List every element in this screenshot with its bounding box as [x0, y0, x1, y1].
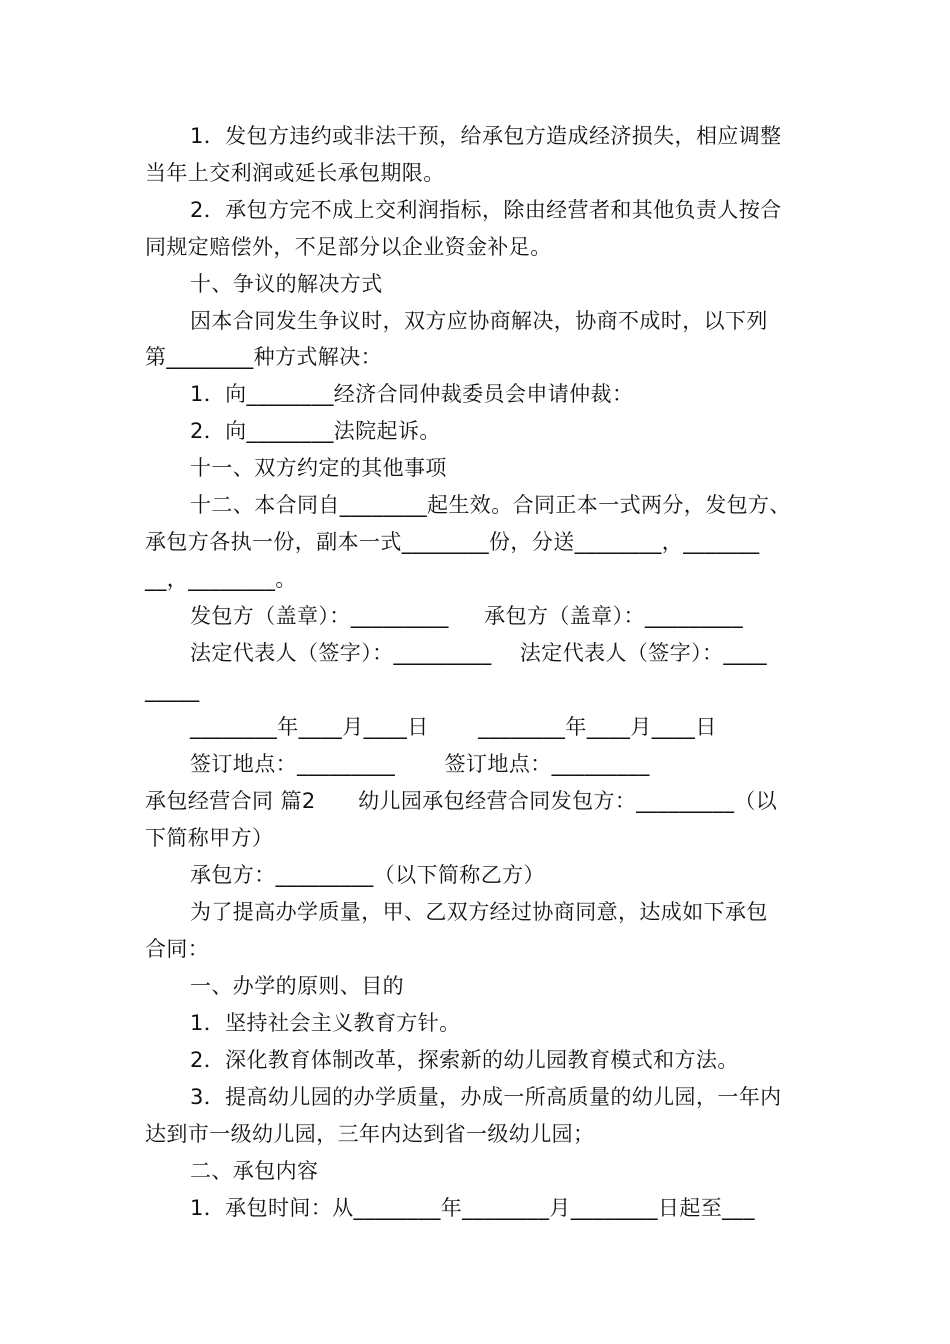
- location-line: 签订地点：_________ 签订地点：_________: [190, 752, 650, 776]
- section-heading: 二、承包内容: [190, 1159, 319, 1183]
- text-line: 2．承包方完不成上交利润指标，除由经营者和其他负责人按合: [190, 198, 782, 222]
- section-heading: 一、办学的原则、目的: [190, 974, 404, 998]
- text-line: 十二、本合同自________起生效。合同正本一式两分，发包方、: [190, 493, 791, 517]
- text-line: 3．提高幼儿园的办学质量，办成一所高质量的幼儿园，一年内: [190, 1085, 782, 1109]
- text-line: 1．发包方违约或非法干预，给承包方造成经济损失，相应调整: [190, 124, 782, 148]
- text-line: 1．承包时间：从________年________月________日起至___: [190, 1196, 755, 1220]
- text-line: 合同：: [145, 937, 210, 961]
- signature-line: 法定代表人（签字）：_________ 法定代表人（签字）：____: [190, 641, 767, 665]
- text-line: 承包方各执一份，副本一式________份，分送________，_______: [145, 530, 760, 554]
- text-line: 为了提高办学质量，甲、乙双方经过协商同意，达成如下承包: [190, 900, 768, 924]
- text-line: 2．深化教育体制改革，探索新的幼儿园教育模式和方法。: [190, 1048, 739, 1072]
- text-line: 下简称甲方）: [145, 826, 274, 850]
- contract-title-line: 承包经营合同 篇2 幼儿园承包经营合同发包方：_________（以: [145, 789, 778, 813]
- text-line: __，________。: [145, 567, 297, 591]
- text-line: 2．向________法院起诉。: [190, 419, 441, 443]
- section-heading: 十、争议的解决方式: [190, 272, 383, 296]
- text-line: 达到市一级幼儿园，三年内达到省一级幼儿园；: [145, 1122, 595, 1146]
- signature-line: _____: [145, 678, 200, 702]
- text-line: 1．坚持社会主义教育方针。: [190, 1011, 461, 1035]
- date-line: ________年____月____日 ________年____月____日: [190, 715, 717, 739]
- signature-line: 发包方（盖章）：_________ 承包方（盖章）：_________: [190, 604, 743, 628]
- section-heading: 十一、双方约定的其他事项: [190, 456, 447, 480]
- text-line: 第________种方式解决：: [145, 345, 382, 369]
- text-line: 同规定赔偿外，不足部分以企业资金补足。: [145, 235, 552, 259]
- text-line: 1．向________经济合同仲裁委员会申请仲裁：: [190, 382, 634, 406]
- text-line: 承包方：_________（以下简称乙方）: [190, 863, 545, 887]
- text-line: 当年上交利润或延长承包期限。: [145, 161, 445, 185]
- text-line: 因本合同发生争议时，双方应协商解决，协商不成时，以下列: [190, 309, 768, 333]
